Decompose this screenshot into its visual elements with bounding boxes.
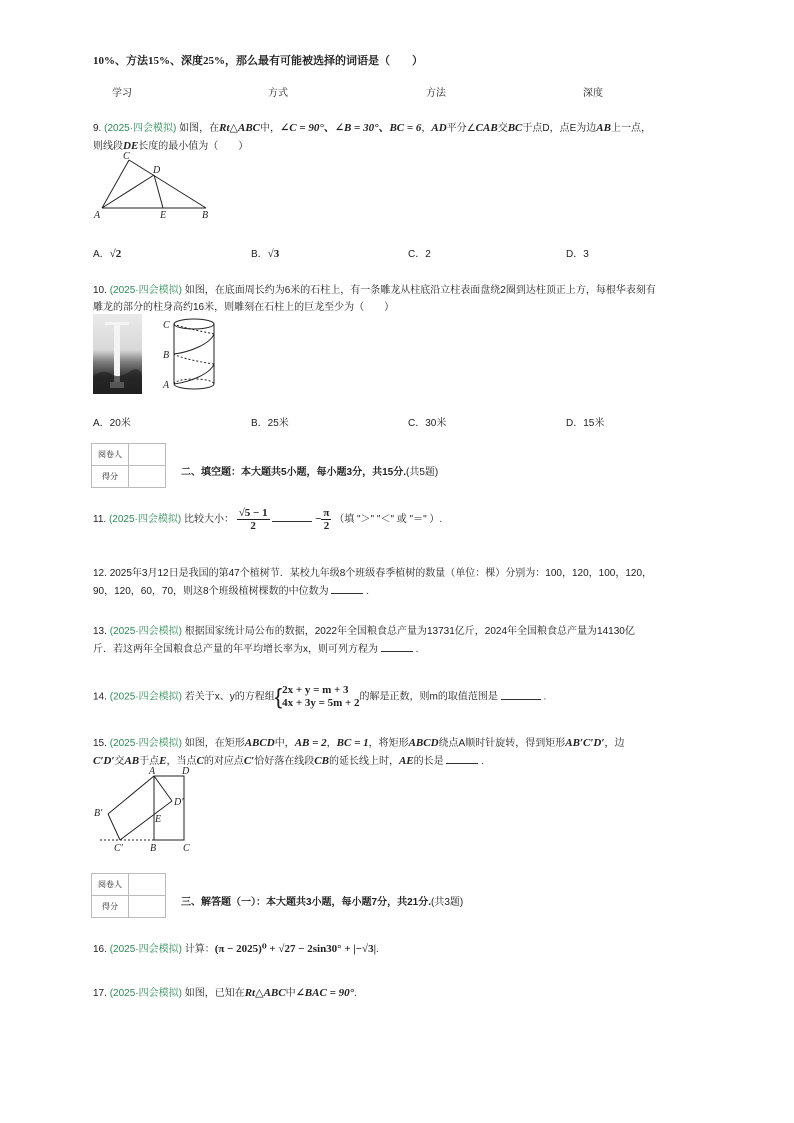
score-table-section-3 <box>91 873 166 918</box>
q10-pillar-photo <box>93 314 142 394</box>
q9-option-b[interactable] <box>251 245 279 260</box>
segment-ad <box>102 175 154 208</box>
q10-line-1 <box>93 281 656 296</box>
q9-option-a[interactable] <box>93 245 121 260</box>
q13-number: 13. <box>93 626 107 637</box>
label-c: C <box>183 843 190 854</box>
q9-text: 上一点， <box>610 123 651 134</box>
q9-text: 长度的最小值为（ ） <box>138 141 249 152</box>
option-letter: D． <box>566 249 584 260</box>
q12-number: 12. <box>93 568 107 579</box>
q12-line-2 <box>93 582 369 597</box>
label-e: E <box>155 814 162 825</box>
q14-line <box>93 684 546 710</box>
section-2-title: 二、填空题：本大题共5小题，每小题3分，共15分. <box>181 467 407 478</box>
q11-source-tag: (2025·四会模拟) <box>108 514 182 526</box>
q14-text: . <box>543 691 547 703</box>
q14-equation-1: 2x + y = m + 3 <box>282 684 349 696</box>
q14-text: 若关于x、y的方程组 <box>184 691 275 703</box>
q14-equation-2: 4x + 3y = 5m + 2 <box>282 697 360 709</box>
segment-ac <box>102 160 129 208</box>
section-2-count: (共5题) <box>406 467 439 478</box>
q15-text: ，将矩形 <box>368 738 409 749</box>
option-letter: B． <box>251 418 268 429</box>
option-letter: A． <box>93 418 110 429</box>
label-b: B <box>163 350 170 361</box>
cylinder-top <box>174 319 214 329</box>
q11-answer-blank[interactable] <box>272 511 312 522</box>
q9-option-c[interactable] <box>408 245 431 260</box>
helix-back-1 <box>174 354 214 364</box>
q14-brace: { <box>274 684 283 709</box>
q15-text: 的延长线上时， <box>328 756 399 767</box>
q9-text: 交 <box>497 123 508 134</box>
q13-text: 根据国家统计局公布的数据，2022年全国粮食总产量为13731亿斤，2024年全国粮食总产量为14130亿 <box>184 626 635 637</box>
q15-text: . <box>481 756 484 767</box>
q9-option-d[interactable] <box>566 245 589 260</box>
q11-fraction-1 <box>237 507 270 532</box>
label-a: A <box>94 210 101 220</box>
q15-text: 的对应点 <box>203 756 244 767</box>
q9-math: BC <box>507 122 523 134</box>
q15-number: 15. <box>93 738 107 749</box>
label-a: A <box>149 766 156 777</box>
q14-text: 的解是正数，则m的取值范围是 <box>359 691 498 703</box>
q17-math: ∠BAC = 90° <box>295 987 354 999</box>
label-b-prime: B′ <box>94 808 103 819</box>
q15-math: C <box>196 755 204 767</box>
q11-text: 比较大小： <box>183 514 234 526</box>
q14-answer-blank[interactable] <box>501 689 541 700</box>
q10-option-d[interactable] <box>566 414 604 429</box>
q16-source-tag: (2025·四会模拟) <box>109 944 182 955</box>
option-letter: B． <box>251 249 268 260</box>
q9-line-1 <box>93 119 651 135</box>
section-2-heading <box>181 463 438 478</box>
section-3-title: 三、解答题（一）：本大题共3小题，每小题7分，共21分. <box>181 897 432 908</box>
q10-option-a[interactable] <box>93 414 131 429</box>
q15-math: AB = 2 <box>294 737 327 749</box>
q15-answer-blank[interactable] <box>446 753 478 764</box>
q15-math: AB <box>124 755 140 767</box>
q9-text: 于点D，点E为边 <box>522 123 597 134</box>
q14-number: 14. <box>93 691 107 703</box>
fraction-numerator: π <box>323 507 330 519</box>
q15-math: C′D′ <box>93 755 115 767</box>
q13-source-tag: (2025·四会模拟) <box>109 626 182 637</box>
q9-math: Rt△ABC <box>219 122 261 134</box>
q9-triangle-figure <box>92 148 217 220</box>
label-d: D <box>153 165 161 176</box>
q13-answer-blank[interactable] <box>381 641 413 652</box>
q15-line-1 <box>93 734 624 749</box>
q17-math: Rt△ABC <box>244 987 286 999</box>
q14-system <box>282 684 359 710</box>
q9-math: AD <box>431 122 447 134</box>
score-label: 得分 <box>92 896 129 918</box>
q13-text: 斤．若这两年全国粮食总产量的年平均增长率为x，则可列方程为 <box>93 644 378 655</box>
q11-number: 11. <box>93 514 107 526</box>
fraction-denominator: 2 <box>323 520 330 532</box>
label-e: E <box>160 210 167 220</box>
q15-text: 的长是 <box>413 756 444 767</box>
segment-d-prime-c-prime <box>120 801 172 840</box>
q10-source-tag: (2025·四会模拟) <box>109 285 182 296</box>
option-value: 3 <box>583 249 589 260</box>
label-c: C <box>163 320 170 331</box>
option-value: √2 <box>109 248 122 260</box>
score-table-section-2 <box>91 443 166 488</box>
q15-math: AE <box>398 755 414 767</box>
score-label: 得分 <box>92 466 129 488</box>
q15-math: C′ <box>243 755 255 767</box>
q15-rectangle-figure <box>90 764 200 854</box>
q10-option-b[interactable] <box>251 414 289 429</box>
pillar-icon <box>93 314 142 394</box>
q15-text: 绕点A顺时针旋转，得到矩形 <box>438 738 566 749</box>
q16-text: 计算： <box>184 944 215 955</box>
score-cell[interactable] <box>129 466 166 488</box>
q15-math: AB′C′D′ <box>565 737 605 749</box>
q8-line-text: 10%、方法15%、深度25%，那么最有可能被选择的词语是（ ） <box>93 55 423 67</box>
q16-line <box>93 940 379 955</box>
option-letter: A． <box>93 249 110 260</box>
q15-math: BC = 1 <box>336 737 369 749</box>
q16-text: . <box>376 944 379 955</box>
label-a: A <box>163 380 170 391</box>
q10-line-2: 雕龙的部分的柱身高约16米，则雕刻在石柱上的巨龙至少为（ ） <box>93 302 395 313</box>
q15-text: 如图，在矩形 <box>184 738 245 749</box>
q9-text: 则线段 <box>93 141 123 152</box>
q12-text: . <box>366 586 369 597</box>
segment-c-prime-b-prime <box>108 814 120 840</box>
q15-source-tag: (2025·四会模拟) <box>109 738 182 749</box>
option-value: √3 <box>267 248 280 260</box>
q9-text: 平分∠ <box>446 123 476 134</box>
segment-b-prime-a <box>108 776 154 814</box>
q9-source-tag: (2025·四会模拟) <box>104 123 177 134</box>
q13-text: . <box>415 644 419 655</box>
q15-text: 恰好落在线段 <box>254 756 315 767</box>
q10-number: 10. <box>93 285 107 296</box>
q12-text: 2025年3月12日是我国的第47个植树节．某校九年级8个班级春季植树的数量（单位：棵）分别为：100，120，100，120， <box>109 568 653 579</box>
rectangle-abcd <box>154 776 184 840</box>
option-value: 30米 <box>425 418 447 429</box>
q12-answer-blank[interactable] <box>331 583 363 594</box>
q15-math: ABCD <box>244 737 275 749</box>
helix-front-1 <box>174 364 214 384</box>
label-c-prime: C′ <box>114 843 123 854</box>
q12-text: 90，120，60，70，则这8个班级植树棵数的中位数为 <box>93 586 329 597</box>
q9-text: 如图，在 <box>179 123 220 134</box>
q8-line <box>93 52 423 68</box>
section-3-count: (共3题) <box>431 897 464 908</box>
fraction-numerator: √5 − 1 <box>238 507 268 519</box>
q9-math: ∠C = 90°、∠B = 30°、BC = 6 <box>280 122 422 134</box>
option-value: 20米 <box>109 418 131 429</box>
q10-text: 如图，在底面周长约为6米的石柱上，有一条雕龙从柱底沿立柱表面盘绕2圈到达柱顶正上方，每根华表刻有 <box>184 285 656 296</box>
q9-text: 中， <box>260 123 281 134</box>
option-letter: C． <box>408 418 426 429</box>
q17-text: 如图，已知在 <box>184 988 245 999</box>
q9-number: 9. <box>93 123 102 134</box>
q17-text: . <box>354 988 357 999</box>
option-value: 15米 <box>583 418 605 429</box>
q15-math: ABCD <box>408 737 439 749</box>
q15-text: 于点 <box>139 756 160 767</box>
option-letter: D． <box>566 418 584 429</box>
helix-front-2 <box>174 334 214 354</box>
option-value: 2 <box>425 249 431 260</box>
label-d: D <box>182 766 190 777</box>
q8-option-4[interactable]: 深度 <box>583 88 603 99</box>
q15-text: ，边 <box>604 738 625 749</box>
q8-option-1[interactable]: 学习 <box>112 88 132 99</box>
label-b: B <box>150 843 157 854</box>
reviewer-cell[interactable] <box>129 874 166 896</box>
q11-minus-sign: − <box>315 513 322 526</box>
q13-line-1 <box>93 622 635 637</box>
label-b: B <box>202 210 209 220</box>
q10-cylinder-figure <box>160 316 220 392</box>
q9-math: CAB <box>475 122 498 134</box>
q17-text: 中 <box>285 988 296 999</box>
q9-math: DE <box>123 140 139 152</box>
reviewer-label: 阅卷人 <box>92 444 129 466</box>
q8-option-3[interactable]: 方法 <box>426 88 446 99</box>
label-c: C <box>123 151 130 162</box>
q15-text: ，当点 <box>166 756 197 767</box>
q17-source-tag: (2025·四会模拟) <box>109 988 182 999</box>
q11-fraction-2 <box>321 507 331 532</box>
q15-math: E <box>159 755 167 767</box>
q16-number: 16. <box>93 944 107 955</box>
q11-text: （填 "＞" "＜" 或 "＝" ）. <box>334 514 443 526</box>
segment-ad-prime <box>154 776 172 801</box>
q17-number: 17. <box>93 988 107 999</box>
q16-expression: (π − 2025)⁰ + √27 − 2sin30° + |−√3| <box>214 943 377 955</box>
q13-line-2 <box>93 640 418 655</box>
reviewer-cell[interactable] <box>129 444 166 466</box>
cylinder-bottom-front <box>174 384 214 389</box>
q14-source-tag: (2025·四会模拟) <box>109 691 182 703</box>
reviewer-label: 阅卷人 <box>92 874 129 896</box>
q17-line <box>93 984 357 999</box>
q12-line-1 <box>93 564 652 579</box>
q15-text: 交 <box>114 756 125 767</box>
q8-option-2[interactable]: 方式 <box>268 88 288 99</box>
q15-math: CB <box>314 755 329 767</box>
option-letter: C． <box>408 249 426 260</box>
fraction-denominator: 2 <box>250 520 256 532</box>
section-3-heading <box>181 893 463 908</box>
q9-math: AB <box>596 122 611 134</box>
q15-text: 中， <box>274 738 295 749</box>
q15-text: ， <box>326 738 337 749</box>
q10-option-c[interactable] <box>408 414 446 429</box>
score-cell[interactable] <box>129 896 166 918</box>
q9-text: ， <box>421 123 432 134</box>
label-d-prime: D′ <box>174 797 184 808</box>
option-value: 25米 <box>267 418 289 429</box>
q11-line <box>93 507 442 532</box>
